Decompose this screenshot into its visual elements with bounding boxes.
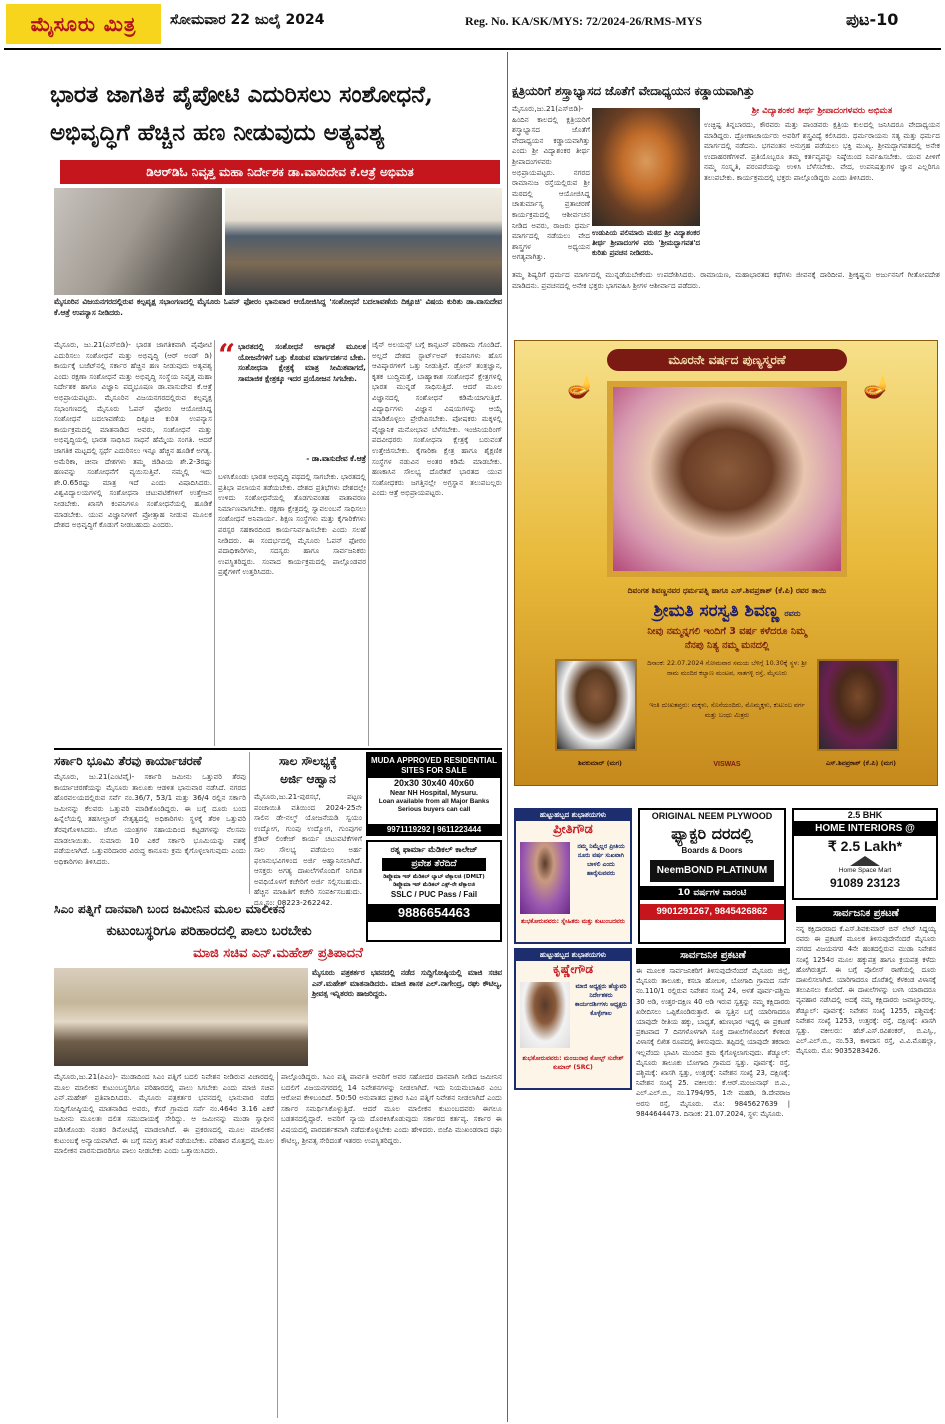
kshatriya-subhead: ಶ್ರೀ ವಿದ್ಯಾಶಂಕರ ತೀರ್ಥ ಶ್ರೀಪಾದಂಗಳವರು ಅಭಿಮತ [751,106,893,116]
krishne-photo [520,982,570,1048]
column-divider [368,340,369,746]
reg-number: Reg. No. KA/SK/MYS: 72/2024-26/RMS-MYS [465,14,702,28]
preethi-ad-name: ಪ್ರೀತಿಗೌಡ [553,822,593,837]
memorial-upper-text: ದಿವಂಗತ ಶಿವಣ್ಣನವರ ಧರ್ಮಪತ್ನಿ ಹಾಗೂ ಎಸ್.ಶಿವಪ್ರಕಾಶ್ (ಕೆ.ಪಿ) ರವರ ತಾಯಿ [627,586,827,595]
college-ad-phone: 9886654463 [368,904,500,922]
cm-column-2: ಪಾಲ್ಗೊಂಡಿದ್ದರು. ಸಿಎಂ ಪತ್ನಿ ಪಾರ್ವತಿ ಅವರಿಗೆ ಅವರ ಸಹೋದರ ದಾನವಾಗಿ ನೀಡಿದ ಜಮೀನಿನ ಬದಲಿಗೆ ವಿಜಯನಗರದಲ್ಲಿ 14 ನಿವೇಶನಗಳನ್ನು ನೀಡಲಾಗಿದೆ. ಇದು ನಿಯಮಬಾಹಿರ ಎಂಬ ಆರೋಪ ಕೇಳಿಬಂದಿದೆ. 50:50 ಅನುಪಾತದ ಪ್ರಕಾರ ಸಿಎಂ ಪತ್ನಿಗೆ ನಿವೇಶನ ನೀಡಲಾಗಿದೆ ಎಂದು ಸರ್ಕಾರ ಸಮರ್ಥಿಸಿಕೊಳ್ಳುತ್ತಿದೆ. ಆದರೆ ಮೂಲ ಮಾಲೀಕನ ಕುಟುಂಬದವರು ಈಗಲೂ ಬಡತನದಲ್ಲಿದ್ದಾರೆ. ಅವರಿಗೆ ನ್ಯಾಯ ದೊರಕಿಸಿಕೊಡುವುದು ಸರ್ಕಾರದ ಕರ್ತವ್ಯ. ಸರ್ಕಾರ ಈ ವಿಷಯದಲ್ಲಿ ಪಾರದರ್ಶಕವಾಗಿ ನಡೆದುಕೊಳ್ಳಬೇಕು ಎಂದು ಹೇಳಿದರು. ಬಿಜೆಪಿ ಮುಖಂಡರಾದ ರಘು ಕೌಟಿಲ್ಯ, ಶ್ರೀವತ್ಸ ಸೇರಿದಂತೆ ಇತರರು ಉಪಸ್ಥಿತರಿದ್ದರು. [281,1072,502,1145]
vertical-divider [507,52,508,1422]
masthead-rule [4,48,941,50]
home-ad-title: HOME INTERIORS @ [794,821,936,836]
lamp-icon-left: 🪔 [567,375,595,400]
swamiji-photo [592,108,700,226]
kshatriya-column-3: ತಮ್ಮ ಶಿಷ್ಯರಿಗೆ ಧರ್ಮದ ಮಾರ್ಗದಲ್ಲಿ ಮುನ್ನಡೆಯಬೇಕೆಂದು ಉಪದೇಶಿಸಿದರು. ರಾಮಾಯಣ, ಮಹಾಭಾರತದ ಕಥೆಗಳು ಜೀವನಕ್ಕೆ ದಾರಿದೀಪ. ಶ್ರೀಕೃಷ್ಣನು ಅರ್ಜುನನಿಗೆ ಗೀತೋಪದೇಶ ಮಾಡಿದನು. ಪ್ರವಚನದಲ್ಲಿ ಅನೇಕ ಭಕ್ತರು ಭಾಗವಹಿಸಿ ಶ್ರೀಗಳ ಆಶೀರ್ವಾದ ಪಡೆದರು. [512,270,940,290]
memorial-name-row [525,599,929,623]
public-notice-2-title: ಸಾರ್ವಜನಿಕ ಪ್ರಕಟಣೆ [796,906,936,922]
section-rule [54,748,502,750]
muda-ad-title: MUDA APPROVED RESIDENTIAL SITES FOR SALE [368,754,500,778]
memorial-name-suffix: ರವರು [784,609,801,618]
preethi-ad-lines: ನಮ್ಮ ನಿಮ್ಮೆಲ್ಲರ ಪ್ರೀತಿಯ ನೂರು ವರ್ಷ ಸುಖವಾಗಿ ಬಾಳಲಿ ಎಂದು ಹಾರೈಸುವವರು [577,843,625,877]
krishne-ad-lines: ಮಾಜಿ ಅಧ್ಯಕ್ಷರು ಹೆಚ್ಚುವರಿ ನಿರ್ದೇಶಕರು ಕಾರ್ಯದರ್ಶಿಗಳು ಅಧ್ಯಕ್ಷರು ಕೊಳ್ಳೇಗಾಲ [574,983,628,1017]
quote-mark-icon: “ [218,338,236,373]
kshatriya-column-2: ಉಚ್ಛಿಷ್ಟ ತಿನ್ನಬಾರದು, ಕೌರವರು ಮತ್ತು ಪಾಂಡವರು ಕ್ಷತ್ರಿಯ ಕುಲದಲ್ಲಿ ಜನಿಸಿದರೂ ವೇದಾಧ್ಯಯನ ಮಾಡಿದ್ದರು. ದ್ರೋಣಾಚಾರ್ಯರು ಅವರಿಗೆ ಶಸ್ತ್ರವಿದ್ಯೆ ಕಲಿಸಿದರು. ಧರ್ಮರಾಯನು ಸತ್ಯ ಮತ್ತು ಧರ್ಮದ ಮಾರ್ಗದಲ್ಲಿ ನಡೆದನು. ಭಗವಂತನ ಅನುಗ್ರಹ ಪಡೆಯಲು ಭಕ್ತಿ ಮುಖ್ಯ. ಶ್ರೀಮದ್ಭಾಗವತದಲ್ಲಿ ಅನೇಕ ಉದಾಹರಣೆಗಳಿವೆ. ಪ್ರತಿಯೊಬ್ಬರೂ ತಮ್ಮ ಕರ್ತವ್ಯವನ್ನು ನಿಷ್ಠೆಯಿಂದ ನಿರ್ವಹಿಸಬೇಕು. ಯುವ ಪೀಳಿಗೆ ನಮ್ಮ ಸಂಸ್ಕೃತಿ, ಪರಂಪರೆಯನ್ನು ಉಳಿಸಿ ಬೆಳೆಸಬೇಕು. ವೇದ, ಉಪನಿಷತ್ತುಗಳ ಜ್ಞಾನ ಎಲ್ಲರಿಗೂ ತಲುಪಬೇಕು. ಕಾರ್ಯಕ್ರಮದಲ್ಲಿ ಭಕ್ತರು ಪಾಲ್ಗೊಂಡಿದ್ದರು ಎಂದು ತಿಳಿಸಿದರು. [704,120,940,182]
memorial-studio: VISWAS [713,761,741,768]
lead-column-2: ಬಳಸಿಕೊಂಡು ಭಾರತ ಅಭಿವೃದ್ಧಿ ಪಥದಲ್ಲಿ ಸಾಗಬೇಕು. ಭಾರತದಲ್ಲಿ ಪ್ರತಿಭಾ ಪಲಾಯನ ತಡೆಯಬೇಕು. ದೇಶದ ಪ್ರತಿಭೆಗಳು ದೇಶದಲ್ಲೇ ಉಳಿದು ಸಂಶೋಧನೆಯಲ್ಲಿ ತೊಡಗುವಂತಹ ವಾತಾವರಣ ನಿರ್ಮಾಣವಾಗಬೇಕು. ರಕ್ಷಣಾ ಕ್ಷೇತ್ರದಲ್ಲಿ ಸ್ವಾವಲಂಬನೆ ಸಾಧಿಸಲು ಸಂಶೋಧನೆ ಅನಿವಾರ್ಯ. ಶಿಕ್ಷಣ ಸಂಸ್ಥೆಗಳು ಮತ್ತು ಕೈಗಾರಿಕೆಗಳು ಪರಸ್ಪರ ಸಹಕಾರದಿಂದ ಕಾರ್ಯನಿರ್ವಹಿಸಬೇಕು ಎಂದು ಸಲಹೆ ನೀಡಿದರು. ಈ ಸಂದರ್ಭದಲ್ಲಿ ಮೈಸೂರು ಓಪನ್ ಫೋರಂ ಪದಾಧಿಕಾರಿಗಳು, ಸದಸ್ಯರು ಹಾಗೂ ಸಾರ್ವಜನಿಕರು ಉಪಸ್ಥಿತರಿದ್ದರು. ಸಂವಾದ ಕಾರ್ಯಕ್ರಮದಲ್ಲಿ ಪಾಲ್ಗೊಂಡವರ ಪ್ರಶ್ನೆಗಳಿಗೆ ಉತ್ತರಿಸಿದರು. [218,472,366,577]
loan-headline-2: ಅರ್ಜಿ ಆಹ್ವಾನ [280,772,336,786]
college-ad-course-2: ಡಿಪ್ಲೊಮಾ ಇನ್ ಮೆಡಿಕಲ್ ಎಕ್ಸ್-ರೇ ಟೆಕ್ನಾಲಜಿ [393,882,475,888]
memorial-line-1: ನೀವು ನಮ್ಮನ್ನಗಲಿ ಇಂದಿಗೆ 3 ವರ್ಷ ಕಳೆದರೂ ನಿಮ್ಮ [647,626,807,637]
memorial-portrait-frame [607,381,847,577]
memorial-details: ದಿನಾಂಕ: 22.07.2024 ಸೋಮವಾರ ಸಮಯ ಬೆಳಿಗ್ಗೆ 10.30ಕ್ಕೆ ಸ್ಥಳ: ಶ್ರೀ ರಾಮ ಮಂದಿರ ಕಲ್ಯಾಣ ಮಂಟಪ, ಸಾತಗಳ್ಳಿ ರಸ್ತೆ, ಮೈಸೂರು [647,659,807,677]
neem-ad-shop: ಫ್ಯಾಕ್ಟರಿ ದರದಲ್ಲಿ [671,824,753,843]
lead-column-1: ಮೈಸೂರು, ಜು.21(ಎಸ್‌ಬಿಡಿ)- ಭಾರತ ಜಾಗತಿಕವಾಗಿ ಪೈಪೋಟಿ ಎದುರಿಸಲು ಸಂಶೋಧನೆ ಮತ್ತು ಅಭಿವೃದ್ಧಿ (ಆರ್ ಅಂಡ್ ಡಿ) ಕಾರ್ಯಕ್ಕೆ ಬಜೆಟ್‌ನಲ್ಲಿ ಸರ್ಕಾರ ಹೆಚ್ಚಿನ ಹಣ ನೀಡುವುದು ಅತ್ಯವಶ್ಯ ಎಂದು ರಕ್ಷಣಾ ಸಂಶೋಧನೆ ಮತ್ತು ಅಭಿವೃದ್ಧಿ ಸಂಸ್ಥೆಯ ನಿವೃತ್ತ ಮಹಾ ನಿರ್ದೇಶಕ ಹಾಗೂ ವಿಜ್ಞಾನಿ ಪದ್ಮಭೂಷಣ ಡಾ.ವಾಸುದೇವ ಕೆ.ಆತ್ರೆ ಅಭಿಪ್ರಾಯಪಟ್ಟರು. ಮೈಸೂರಿನ ವಿಜಯನಗರದಲ್ಲಿರುವ ಕಲ್ಪವೃಕ್ಷ ಸಭಾಂಗಣದಲ್ಲಿ ಮೈಸೂರು ಓಪನ್ ಫೋರಂ ಆಯೋಜಿಸಿದ್ದ ಸಂಶೋಧನೆ ಬದಲಾವಣೆಯ ದಿಕ್ಸೂಚಿ ಕುರಿತ ಉಪನ್ಯಾಸ ಕಾರ್ಯಕ್ರಮದಲ್ಲಿ ಮಾತನಾಡಿದ ಅವರು, ಸಂಶೋಧನೆ ಮತ್ತು ಅಭಿವೃದ್ಧಿಯಲ್ಲಿ ಭಾರತ ಸಾಧಿಸಿದ ಸಾಧನೆ ಹೆಮ್ಮೆಯ ಸಂಗತಿ. ಆದರೆ ಜಾಗತಿಕ ಮಟ್ಟದಲ್ಲಿ ಸ್ಪರ್ಧೆ ಎದುರಿಸಲು ಇನ್ನೂ ಹೆಚ್ಚಿನ ಹೂಡಿಕೆ ಅಗತ್ಯ. ಅಮೆರಿಕಾ, ಚೀನಾ ದೇಶಗಳು ತಮ್ಮ ಜಿಡಿಪಿಯ ಶೇ.2-3ರಷ್ಟು ಹಣವನ್ನು ಸಂಶೋಧನೆಗೆ ವ್ಯಯಿಸುತ್ತಿವೆ. ನಮ್ಮಲ್ಲಿ ಇದು ಶೇ.0.65ರಷ್ಟು ಮಾತ್ರ ಇದೆ ಎಂದು ವಿಷಾದಿಸಿದರು. ವಿಶ್ವವಿದ್ಯಾಲಯಗಳಲ್ಲಿ ಸಂಶೋಧನಾ ಚಟುವಟಿಕೆಗಳಿಗೆ ಉತ್ತೇಜನ ನೀಡಬೇಕು. ಖಾಸಗಿ ಕಂಪನಿಗಳೂ ಸಂಶೋಧನೆಯಲ್ಲಿ ಹೂಡಿಕೆ ಮಾಡಬೇಕು. ಯುವ ವಿಜ್ಞಾನಿಗಳಿಗೆ ಪ್ರೋತ್ಸಾಹ ನೀಡುವ ಮೂಲಕ ದೇಶದ ಅಭಿವೃದ್ಧಿಗೆ ಕೊಡುಗೆ ನೀಡಬಹುದು ಎಂದರು. [54,340,212,530]
page-number: ಪುಟ-10 [846,10,899,29]
muda-ad-sizes: 20x30 30x40 40x60 [393,778,475,788]
column-divider [277,1072,278,1418]
memorial-bottom-left: ಶಿವಕುಮಾರ್ (ಮಗ) [578,759,622,767]
cm-press-photo [54,968,308,1066]
krishne-ad-greeting: ಹುಟ್ಟುಹಬ್ಬದ ಶುಭಾಶಯಗಳು [516,950,630,961]
son-photo-left [555,659,637,751]
memorial-family: ಇಂತಿ ದುಃಖತಪ್ತರು: ಮಕ್ಕಳು, ಸೊಸೆಯಂದಿರು, ಮೊಮ್ಮಕ್ಕಳು, ಕುಟುಂಬ ವರ್ಗ ಮತ್ತು ಬಂಧು ಮಿತ್ರರು [649,701,805,719]
cm-column-1: ಮೈಸೂರು,ಜು.21(ಪಿಎಂ)- ಮುಡಾದಿಂದ ಸಿಎಂ ಪತ್ನಿಗೆ ಬದಲಿ ನಿವೇಶನ ನೀಡಿರುವ ವಿಚಾರದಲ್ಲಿ ಮೂಲ ಮಾಲೀಕನ ಕುಟುಂಬಸ್ಥರಿಗೂ ಪರಿಹಾರದಲ್ಲಿ ಪಾಲು ಸಿಗಬೇಕು ಎಂದು ಮಾಜಿ ಸಚಿವ ಎನ್.ಮಹೇಶ್ ಪ್ರತಿಪಾದಿಸಿದರು. ಮೈಸೂರು ಪತ್ರಕರ್ತರ ಭವನದಲ್ಲಿ ಭಾನುವಾರ ನಡೆದ ಸುದ್ದಿಗೋಷ್ಠಿಯಲ್ಲಿ ಮಾತನಾಡಿದ ಅವರು, ಕೆಸರೆ ಗ್ರಾಮದ ಸರ್ವೆ ನಂ.464ರ 3.16 ಎಕರೆ ಜಮೀನು ಮೂಲತಃ ದಲಿತ ಸಮುದಾಯಕ್ಕೆ ಸೇರಿದ್ದು. ಆ ಜಮೀನನ್ನು ಮುಡಾ ಸ್ವಾಧೀನ ಪಡಿಸಿಕೊಂಡು ನಂತರ ಡಿನೋಟಿಫೈ ಮಾಡಲಾಗಿದೆ. ಈ ಪ್ರಕರಣದಲ್ಲಿ ಮೂಲ ಮಾಲೀಕನ ಕುಟುಂಬಕ್ಕೆ ಅನ್ಯಾಯವಾಗಿದೆ. ಈ ಬಗ್ಗೆ ಸಮಗ್ರ ತನಿಖೆ ನಡೆಯಬೇಕು. ಪರಿಹಾರ ಮೊತ್ತದಲ್ಲಿ ಮೂಲ ಮಾಲೀಕನ ವಾರಸುದಾರರಿಗೂ ಪಾಲು ನೀಡಬೇಕು ಎಂದು ಒತ್ತಾಯಿಸಿದರು. [54,1072,274,1156]
loan-headline-1: ಸಾಲ ಸೌಲಭ್ಯಕ್ಕೆ [278,754,338,768]
public-notice-2-body: ನನ್ನ ಕಕ್ಷಿದಾರರಾದ ಕೆ.ಎಸ್.ಶಿವಕುಮಾರ್ ಬಿನ್ ಲೇಟ್ ಸಿದ್ದಯ್ಯ ರವರು ಈ ಪ್ರಕಟಣೆ ಮೂಲಕ ತಿಳಿಸುವುದೇನೆಂದರೆ ಮೈಸೂರು ನಗರದ ವಿಜಯನಗರ 4ನೇ ಹಂತದಲ್ಲಿರುವ ಮುಡಾ ನಿವೇಶನ ಸಂಖ್ಯೆ 1254ರ ಮೂಲ ಹಕ್ಕುಪತ್ರ ಹಾಗೂ ಕ್ರಯಪತ್ರ ಕಳೆದು ಹೋಗಿರುತ್ತದೆ. ಈ ಬಗ್ಗೆ ಪೊಲೀಸ್ ಠಾಣೆಯಲ್ಲಿ ದೂರು ದಾಖಲಿಸಲಾಗಿದೆ. ಯಾರಿಗಾದರೂ ದೊರೆತಲ್ಲಿ ಕೆಳಕಂಡ ವಿಳಾಸಕ್ಕೆ ತಲುಪಿಸಲು ಕೋರಿದೆ. ಈ ದಾಖಲೆಗಳನ್ನು ಬಳಸಿ ಯಾರಾದರೂ ವ್ಯವಹಾರ ನಡೆಸಿದಲ್ಲಿ ಅದಕ್ಕೆ ನಮ್ಮ ಕಕ್ಷಿದಾರರು ಜವಾಬ್ದಾರರಲ್ಲ. ಶೆಡ್ಯೂಲ್: ಪೂರ್ವಕ್ಕೆ: ನಿವೇಶನ ಸಂಖ್ಯೆ 1255, ಪಶ್ಚಿಮಕ್ಕೆ: ನಿವೇಶನ ಸಂಖ್ಯೆ 1253, ಉತ್ತರಕ್ಕೆ: ರಸ್ತೆ, ದಕ್ಷಿಣಕ್ಕೆ: ಖಾಸಗಿ ಸ್ವತ್ತು. ವಕೀಲರು: ಹೆಚ್.ಎಸ್.ರವಿಶಂಕರ್, ಬಿ.ಎಸ್ಸಿ., ಎಲ್.ಎಲ್.ಬಿ., ನಂ.53, ಕಾಳಿದಾಸ ರಸ್ತೆ, ವಿ.ವಿ.ಮೊಹಲ್ಲಾ, ಮೈಸೂರು. ಮೊ: 9035283426. [796,925,936,1056]
column-divider [249,752,250,894]
quote-text: ಭಾರತದಲ್ಲಿ ಸಂಶೋಧನೆ ಅಗಾಧತೆ ಮೂಲಕ ಯೋಜನೆಗಳಿಗೆ ಒತ್ತು ಕೊಡುವ ಮಾರ್ಗದರ್ಶನ ಬೇಕು. ಸಂಶೋಧನಾ ಕ್ಷೇತ್ರಕ್ಕೆ ಮಾತ್ರ ಸೀಮಿತವಾಗದೆ, ಸಾಮಾಜಿಕ ಕ್ಷೇತ್ರಕ್ಕೂ ಇದರ ಪ್ರಯೋಜನ ಸಿಗಬೇಕು. [238,342,366,383]
college-ad-badge: ಪ್ರವೇಶ ತೆರೆದಿದೆ [382,858,486,871]
lead-pullquote [218,340,366,468]
son-photo-right [817,659,899,751]
home-icon [850,856,880,866]
public-notice-1-title: ಸಾರ್ವಜನಿಕ ಪ್ರಕಟಣೆ [636,948,790,964]
home-ad-tag: 2.5 BHK [847,810,883,820]
memorial-name: ಶ್ರೀಮತಿ ಸರಸ್ವತಿ ಶಿವಣ್ಣ [653,601,780,621]
preethi-ad-from: ಶುಭಕೋರುವವರು: ಸ್ನೇಹಿತರು ಮತ್ತು ಕುಟುಂಬದವರು [521,918,625,925]
neem-plywood-ad [638,808,786,944]
neem-ad-warranty: 10 ವರ್ಷಗಳ ವಾರಂಟಿ [640,886,784,900]
preethi-photo [520,842,570,914]
krishne-ad-from: ಶುಭಕೋರುವವರು: ಮಂಜುನಾಥ ಕೋಲ್ಟ್ ಸುರೇಶ್ ಕುಮಾರ್ (SRC) [522,1055,624,1071]
neem-ad-brand: NeemBOND PLATINUM [650,860,774,882]
memorial-title: ಮೂರನೇ ವರ್ಷದ ಪುಣ್ಯಸ್ಮರಣೆ [607,349,847,371]
loan-body: ಮೈಸೂರು,ಜು.21-ಪುರಸಭೆ, ಪಟ್ಟಣ ಪಂಚಾಯಿತಿ ವತಿಯಿಂದ 2024-25ನೇ ಸಾಲಿನ ಡೇ-ನಲ್ಮ್ ಯೋಜನೆಯಡಿ ಸ್ವಯಂ ಉದ್ಯೋಗ, ಗುಂಪು ಉದ್ಯೋಗ, ಗುಂಪುಗಳ ಕ್ರೆಡಿಟ್ ಲಿಂಕೇಜ್ ಕಾರ್ಯ ಚಟುವಟಿಕೆಗಳಿಗೆ ಸಾಲ ಸೌಲಭ್ಯ ಪಡೆಯಲು ಅರ್ಹ ಫಲಾನುಭವಿಗಳಿಂದ ಅರ್ಜಿ ಆಹ್ವಾನಿಸಲಾಗಿದೆ. ಆಸಕ್ತರು ಅಗತ್ಯ ದಾಖಲೆಗಳೊಂದಿಗೆ ನಿಗದಿತ ಅವಧಿಯೊಳಗೆ ಕಚೇರಿಗೆ ಅರ್ಜಿ ಸಲ್ಲಿಸಬಹುದು. ಹೆಚ್ಚಿನ ಮಾಹಿತಿಗೆ ಕಚೇರಿ ಸಂಪರ್ಕಿಸಬಹುದು. ದೂ.ಸಂ: 08223-262242. [254,792,362,907]
muda-ad-line1: Near NH Hospital, Mysuru. [390,790,478,797]
lead-photo-speaker [54,188,222,295]
lead-photo-caption: ಮೈಸೂರಿನ ವಿಜಯನಗರದಲ್ಲಿರುವ ಕಲ್ಪವೃಕ್ಷ ಸಭಾಂಗಣದಲ್ಲಿ ಮೈಸೂರು ಓಪನ್ ಫೋರಂ ಭಾನುವಾರ ಆಯೋಜಿಸಿದ್ದ 'ಸಂಶೋಧನೆ ಬದಲಾವಣೆಯ ದಿಕ್ಸೂಚಿ' ವಿಷಯ ಕುರಿತು ಡಾ.ವಾಸುದೇವ ಕೆ.ಆತ್ರೆ ಉಪನ್ಯಾಸ ನೀಡಿದರು. [54,297,502,317]
lead-headline-2: ಅಭಿವೃದ್ಧಿಗೆ ಹೆಚ್ಚಿನ ಹಣ ನೀಡುವುದು ಅತ್ಯವಶ್ಯ [50,119,385,146]
column-divider [214,340,215,746]
memorial-ad [514,340,938,786]
neem-ad-phone: 9901291267, 9845426862 [640,904,784,920]
neem-ad-title: ORIGINAL NEEM PLYWOOD [651,811,773,821]
kshatriya-column-1: ಮೈಸೂರು,ಜು.21(ಎಸ್‌ಬಿಡಿ)- ಹಿಂದಿನ ಕಾಲದಲ್ಲಿ ಕ್ಷತ್ರಿಯರಿಗೆ ಶಸ್ತ್ರಾಭ್ಯಾಸದ ಜೊತೆಗೆ ವೇದಾಧ್ಯಯನ ಕಡ್ಡಾಯವಾಗಿತ್ತು ಎಂದು ಶ್ರೀ ವಿದ್ಯಾಶಂಕರ ತೀರ್ಥ ಶ್ರೀಪಾದಂಗಳವರು ಅಭಿಪ್ರಾಯಪಟ್ಟರು. ನಗರದ ರಾಮಾನುಜ ರಸ್ತೆಯಲ್ಲಿರುವ ಶ್ರೀ ಮಠದಲ್ಲಿ ಆಯೋಜಿಸಿದ್ದ ಚಾತುರ್ಮಾಸ್ಯ ವ್ರತಾಚರಣೆ ಕಾರ್ಯಕ್ರಮದಲ್ಲಿ ಆಶೀರ್ವಚನ ನೀಡಿದ ಅವರು, ರಾಜರು ಧರ್ಮ ಮಾರ್ಗದಲ್ಲಿ ನಡೆಯಲು ವೇದ ಶಾಸ್ತ್ರಗಳ ಅಧ್ಯಯನ ಅಗತ್ಯವಾಗಿತ್ತು. [512,104,590,262]
lead-headline-1: ಭಾರತ ಜಾಗತಿಕ ಪೈಪೋಟಿ ಎದುರಿಸಲು ಸಂಶೋಧನೆ, [50,81,433,108]
swamiji-photo-caption: ಉಡುಪಿಯ ಪಲಿಮಾರು ಮಠದ ಶ್ರೀ ವಿದ್ಯಾಶಂಕರ ತೀರ್ಥ ಶ್ರೀಪಾದಂಗಳ ವರು 'ಶ್ರೀಮದ್ಭಾಗವತ'ದ ಕುರಿತು ಪ್ರವಚನ ನೀಡಿದರು. [592,229,700,257]
lead-subhead: ಡಿಆರ್‌ಡಿಓ ನಿವೃತ್ತ ಮಹಾ ನಿರ್ದೇಶಕ ಡಾ.ವಾಸುದೇವ ಕೆ.ಆತ್ರೆ ಅಭಿಮತ [60,160,500,184]
sarkari-body: ಮೈಸೂರು, ಜು.21(ಎಂಟಿವೈ)- ಸರ್ಕಾರಿ ಜಮೀನು ಒತ್ತುವರಿ ತೆರವು ಕಾರ್ಯಾಚರಣೆಯನ್ನು ಮೈಸೂರು ತಾಲೂಕು ಆಡಳಿತ ಭಾನುವಾರ ನಡೆಸಿದೆ. ನಗರದ ಹೊರವಲಯದಲ್ಲಿರುವ ಸರ್ವೆ ನಂ.36/7, 53/1 ಮತ್ತು 36/4 ರಲ್ಲಿನ ಸರ್ಕಾರಿ ಜಮೀನನ್ನು ಕೆಲವರು ಒತ್ತುವರಿ ಮಾಡಿಕೊಂಡಿದ್ದರು. ಈ ಬಗ್ಗೆ ದೂರು ಬಂದ ಹಿನ್ನೆಲೆಯಲ್ಲಿ ತಹಸೀಲ್ದಾರ್ ನೇತೃತ್ವದಲ್ಲಿ ಅಧಿಕಾರಿಗಳು ಸ್ಥಳಕ್ಕೆ ತೆರಳಿ ಒತ್ತುವರಿ ತೆರವುಗೊಳಿಸಿದರು. ಜೆಸಿಬಿ ಯಂತ್ರಗಳ ಸಹಾಯದಿಂದ ಕಟ್ಟಡಗಳನ್ನು ನೆಲಸಮ ಮಾಡಲಾಯಿತು. ಸುಮಾರು 10 ಎಕರೆ ಸರ್ಕಾರಿ ಭೂಮಿಯನ್ನು ವಶಕ್ಕೆ ಪಡೆಯಲಾಗಿದೆ. ಒತ್ತುವರಿದಾರರ ವಿರುದ್ಧ ಕಾನೂನು ಕ್ರಮ ಕೈಗೊಳ್ಳಲಾಗುವುದು ಎಂದು ಅಧಿಕಾರಿಗಳು ತಿಳಿಸಿದರು. [54,772,246,866]
memorial-portrait [613,387,841,571]
home-ad-price: ₹ 2.5 Lakh* [827,838,903,854]
cm-headline-2: ಕುಟುಂಬಸ್ಥರಿಗೂ ಪರಿಹಾರದಲ್ಲಿ ಪಾಲು ಬರಬೇಕು [106,923,312,939]
college-ad-title: ರತ್ನ ಫಾರ್ಮಾ ಮೆಡಿಕಲ್ ಕಾಲೇಜ್ [390,845,478,854]
memorial-line-2: ನೆನಪು ನಿತ್ಯ ನಮ್ಮ ಮನದಲ್ಲಿ [684,640,770,651]
college-ad-course-1: ಡಿಪ್ಲೊಮಾ ಇನ್ ಮೆಡಿಕಲ್ ಲ್ಯಾಬ್ ಟೆಕ್ನಾಲಜಿ (DMLT) [383,874,485,880]
kshatriya-headline: ಕ್ಷತ್ರಿಯರಿಗೆ ಶಸ್ತ್ರಾಭ್ಯಾಸದ ಜೊತೆಗೆ ವೇದಾಧ್ಯಯನ ಕಡ್ಡಾಯವಾಗಿತ್ತು [512,84,755,98]
public-notice-1-body: ಈ ಮೂಲಕ ಸಾರ್ವಜನಿಕರಿಗೆ ತಿಳಿಸುವುದೇನೆಂದರೆ ಮೈಸೂರು ಜಿಲ್ಲೆ, ಮೈಸೂರು ತಾಲೂಕು, ಕಸಬಾ ಹೋಬಳಿ, ಬೋಗಾದಿ ಗ್ರಾಮದ ಸರ್ವೆ ನಂ.110/1 ರಲ್ಲಿರುವ ನಿವೇಶನ ಸಂಖ್ಯೆ 24, ಅಳತೆ ಪೂರ್ವ-ಪಶ್ಚಿಮ 30 ಅಡಿ, ಉತ್ತರ-ದಕ್ಷಿಣ 40 ಅಡಿ ಇರುವ ಸ್ವತ್ತನ್ನು ನಮ್ಮ ಕಕ್ಷಿದಾರರು ಖರೀದಿಸಲು ಒಪ್ಪಿಕೊಂಡಿರುತ್ತಾರೆ. ಈ ಸ್ವತ್ತಿನ ಬಗ್ಗೆ ಯಾರಿಗಾದರೂ ಯಾವುದೇ ರೀತಿಯ ಹಕ್ಕು, ಬಾಧ್ಯತೆ, ಋಣಭಾರ ಇದ್ದಲ್ಲಿ ಈ ಪ್ರಕಟಣೆ ಪ್ರಕಟವಾದ 7 ದಿನಗಳೊಳಗಾಗಿ ಸೂಕ್ತ ದಾಖಲೆಗಳೊಂದಿಗೆ ಕೆಳಕಂಡ ವಿಳಾಸಕ್ಕೆ ಲಿಖಿತ ರೂಪದಲ್ಲಿ ತಿಳಿಸುವುದು. ತಪ್ಪಿದಲ್ಲಿ ಯಾವುದೇ ತಕರಾರು ಇಲ್ಲವೆಂದು ಭಾವಿಸಿ ಮುಂದಿನ ಕ್ರಮ ಕೈಗೊಳ್ಳಲಾಗುವುದು. ಶೆಡ್ಯೂಲ್: ಮೈಸೂರು ತಾಲೂಕು ಬೋಗಾದಿ ಗ್ರಾಮದ ಸ್ವತ್ತು. ಪೂರ್ವಕ್ಕೆ: ರಸ್ತೆ, ಪಶ್ಚಿಮಕ್ಕೆ: ಖಾಸಗಿ ಸ್ವತ್ತು, ಉತ್ತರಕ್ಕೆ: ನಿವೇಶನ ಸಂಖ್ಯೆ 23, ದಕ್ಷಿಣಕ್ಕೆ: ನಿವೇಶನ ಸಂಖ್ಯೆ 25. ವಕೀಲರು: ಕೆ.ಆರ್.ಮಂಜುನಾಥ್ ಬಿ.ಎ., ಎಲ್.ಎಲ್.ಬಿ., ನಂ.1794/95, 1ನೇ ಮಹಡಿ, ಡಿ.ದೇವರಾಜ ಅರಸು ರಸ್ತೆ, ಮೈಸೂರು. ಮೊ: 9845627639 | 9844644473. ದಿನಾಂಕ: 21.07.2024, ಸ್ಥಳ: ಮೈಸೂರು. [636,967,790,1118]
home-ad-brand: Home Space Mart [838,867,892,874]
college-ad [366,840,502,942]
sarkari-headline: ಸರ್ಕಾರಿ ಭೂಮಿ ತೆರವು ಕಾರ್ಯಾಚರಣೆ [54,754,202,768]
lamp-icon-right: 🪔 [863,375,891,400]
lead-column-3: ಚೈನ್ ಅಲಯನ್ಸ್ ಬಗ್ಗೆ ಕಾನ್ಸಟನ್‌ ಪರಿಣಾಮ ಗೊಂಡಿದೆ. ಅಲ್ಲದೆ ದೇಶದ ಸ್ಟಾರ್ಟ್‌ಅಪ್ ಕಂಪನಿಗಳು ಹೊಸ ಆವಿಷ್ಕಾರಗಳಿಗೆ ಒತ್ತು ನೀಡುತ್ತಿವೆ. ಡ್ರೋನ್ ತಂತ್ರಜ್ಞಾನ, ಕೃತಕ ಬುದ್ಧಿಮತ್ತೆ, ಬಾಹ್ಯಾಕಾಶ ಸಂಶೋಧನೆ ಕ್ಷೇತ್ರಗಳಲ್ಲಿ ಭಾರತ ಮುನ್ನಡೆ ಸಾಧಿಸುತ್ತಿದೆ. ಆದರೆ ಮೂಲ ವಿಜ್ಞಾನದಲ್ಲಿ ಸಂಶೋಧನೆ ಕಡಿಮೆಯಾಗುತ್ತಿದೆ. ವಿದ್ಯಾರ್ಥಿಗಳು ವಿಜ್ಞಾನ ವಿಷಯಗಳನ್ನು ಆಯ್ಕೆ ಮಾಡಿಕೊಳ್ಳಲು ಪ್ರೇರೇಪಿಸಬೇಕು. ಪೋಷಕರು ಮಕ್ಕಳಲ್ಲಿ ವೈಜ್ಞಾನಿಕ ಮನೋಭಾವ ಬೆಳೆಸಬೇಕು. ಇಂಜಿನಿಯರಿಂಗ್ ಪದವೀಧರರು ಸಂಶೋಧನಾ ಕ್ಷೇತ್ರಕ್ಕೆ ಬರುವಂತೆ ಉತ್ತೇಜಿಸಬೇಕು. ಕೈಗಾರಿಕಾ ಕ್ಷೇತ್ರ ಹಾಗೂ ಶೈಕ್ಷಣಿಕ ಸಂಸ್ಥೆಗಳ ನಡುವಿನ ಅಂತರ ಕಡಿಮೆ ಮಾಡಬೇಕು. ಹಣಕಾಸಿನ ಸೌಲಭ್ಯ ದೊರೆತರೆ ಭಾರತದ ಯುವ ಸಂಶೋಧಕರು ಜಗತ್ತಿನಲ್ಲೇ ಅಗ್ರಸ್ಥಾನ ತಲುಪಬಲ್ಲರು ಎಂದು ಆತ್ರೆ ಅಭಿಪ್ರಾಯಪಟ್ಟರು. [372,340,502,498]
quote-attribution: - ಡಾ.ವಾಸುದೇವ ಕೆ.ಆತ್ರೆ [306,454,366,463]
issue-date: ಸೋಮವಾರ 22 ಜುಲೈ 2024 [170,12,325,28]
muda-ad-phone: 9971119292 | 9611223444 [366,824,502,836]
cm-headline-1: ಸಿಎಂ ಪತ್ನಿಗೆ ದಾನವಾಗಿ ಬಂದ ಜಮೀನಿನ ಮೂಲ ಮಾಲೀಕನ [54,902,286,916]
home-ad-phone: 91089 23123 [829,876,901,890]
cm-photo-caption: ಮೈಸೂರು ಪತ್ರಕರ್ತರ ಭವನದಲ್ಲಿ ನಡೆದ ಸುದ್ದಿಗೋಷ್ಠಿಯಲ್ಲಿ ಮಾಜಿ ಸಚಿವ ಎನ್.ಮಹೇಶ್ ಮಾತನಾಡಿದರು. ಮಾಜಿ ಶಾಸಕ ಎಲ್.ನಾಗೇಂದ್ರ, ರಘು ಕೌಟಿಲ್ಯ, ಶ್ರೀವತ್ಸ ಇನ್ನಿತರರು ಹಾಜರಿದ್ದರು. [312,968,502,999]
cm-subhead: ಮಾಜಿ ಸಚಿವ ಎನ್.ಮಹೇಶ್ ಪ್ರತಿಪಾದನೆ [193,946,363,961]
muda-ad-line2: Loan available from all Major Banks [378,798,490,805]
preethi-ad-greeting: ಹುಟ್ಟುಹಬ್ಬದ ಶುಭಾಶಯಗಳು [516,810,630,821]
memorial-bottom-right: ಎಸ್.ಶಿವಪ್ರಕಾಶ್ (ಕೆ.ಪಿ) (ಮಗ) [825,759,896,767]
college-ad-eligibility: SSLC / PUC Pass / Fail [390,890,478,899]
lead-photo-audience [225,188,502,295]
muda-ad-line3: Serious buyers can call [397,806,471,813]
home-interiors-ad [792,808,938,900]
krishne-ad-name: ಕೃಷ್ಣೇಗೌಡ [553,962,593,976]
masthead [0,0,945,50]
muda-sites-ad [366,752,502,826]
paper-logo: ಮೈಸೂರು ಮಿತ್ರ [6,4,161,44]
neem-ad-sub: Boards & Doors [681,846,743,855]
preethi-birthday-ad [514,808,632,944]
krishnegowda-birthday-ad [514,948,632,1090]
